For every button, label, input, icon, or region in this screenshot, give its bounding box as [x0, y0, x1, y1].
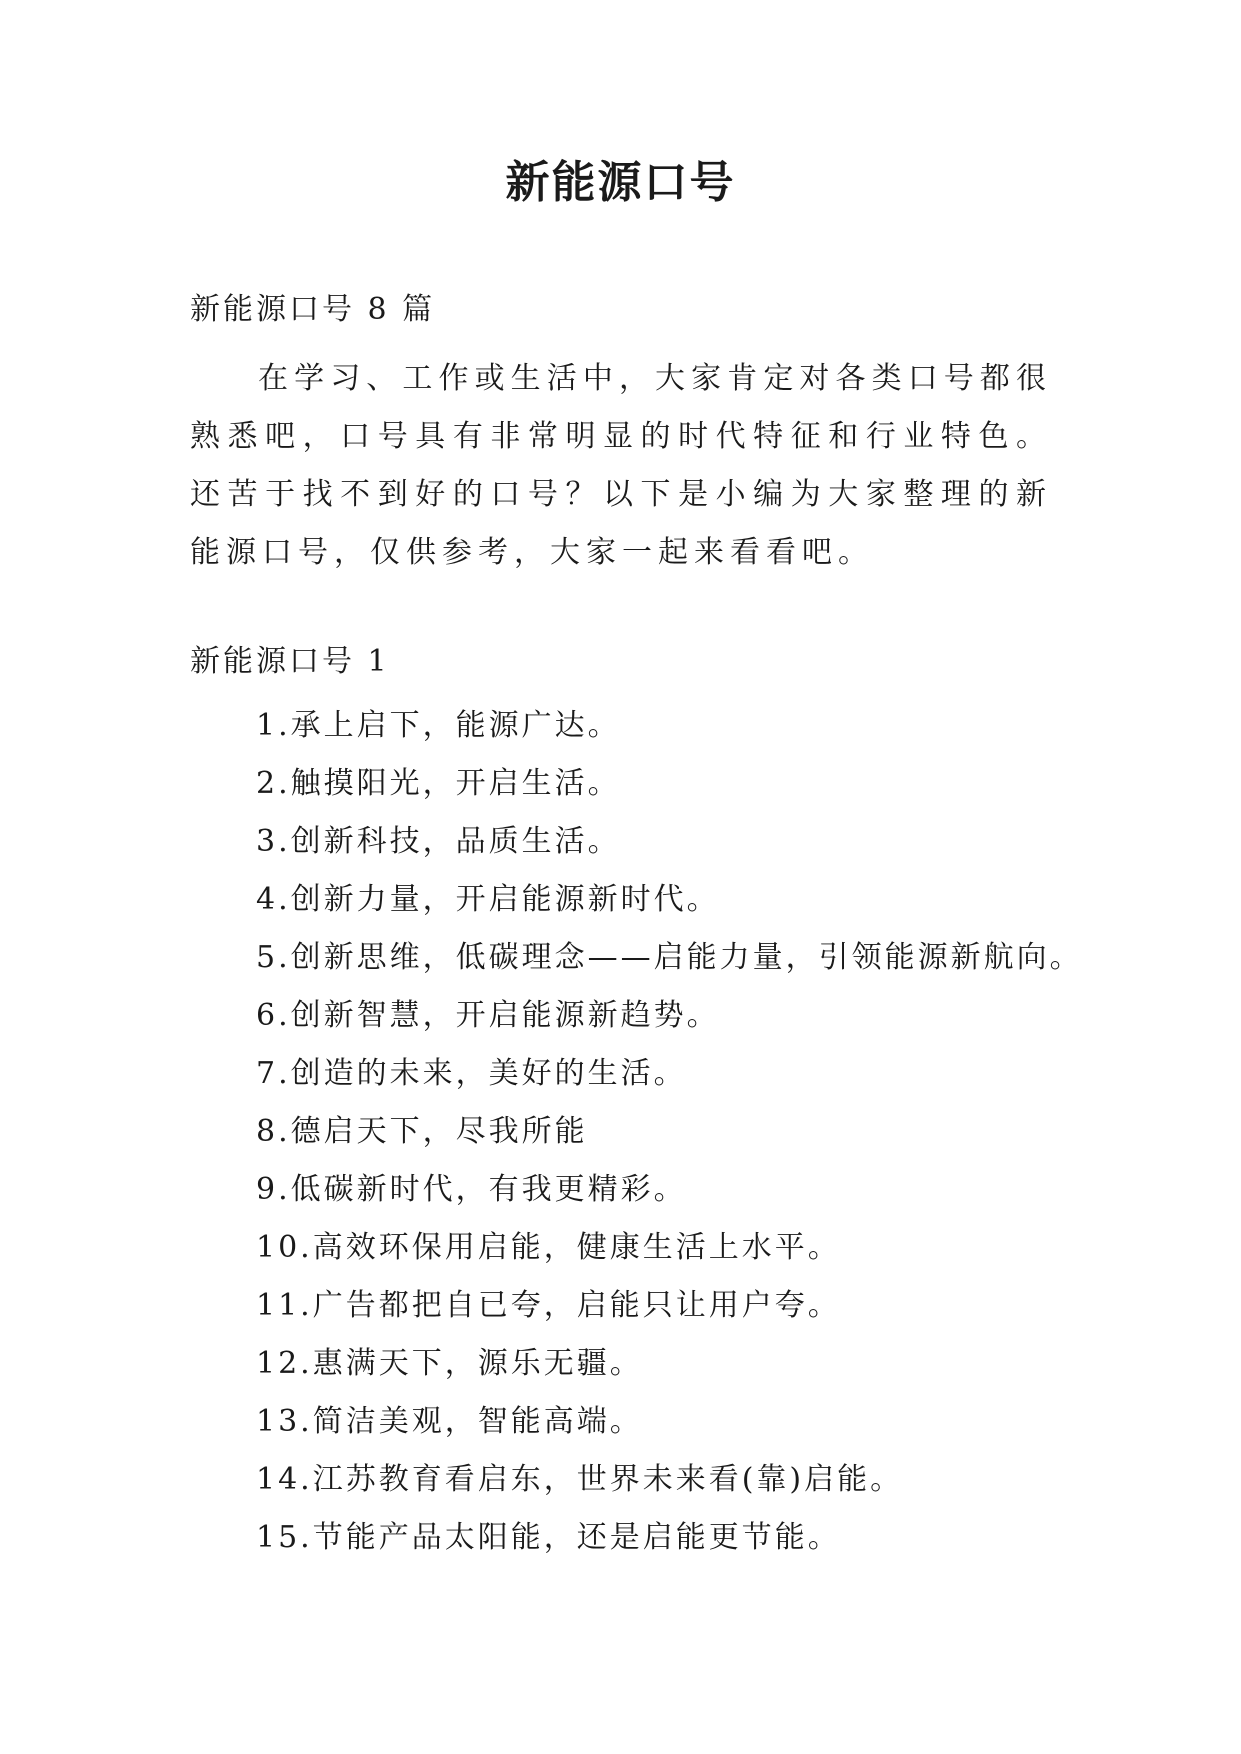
list-item: 1.承上启下，能源广达。 [256, 708, 621, 743]
list-item: 4.创新力量，开启能源新时代。 [256, 882, 720, 917]
list-item: 15.节能产品太阳能，还是启能更节能。 [256, 1520, 841, 1555]
list-item: 5.创新思维，低碳理念——启能力量，引领能源新航向。 [256, 940, 1083, 975]
list-item: 8.德启天下，尽我所能 [256, 1114, 588, 1149]
list-item: 3.创新科技，品质生活。 [256, 824, 621, 859]
list-item: 6.创新智慧，开启能源新趋势。 [256, 998, 720, 1033]
list-item: 2.触摸阳光，开启生活。 [256, 766, 621, 801]
slogan-list [256, 697, 1083, 1567]
list-item: 12.惠满天下，源乐无疆。 [256, 1346, 643, 1381]
list-item: 7.创造的未来，美好的生活。 [256, 1056, 687, 1091]
list-item: 14.江苏教育看启东，世界未来看(靠)启能。 [256, 1462, 904, 1497]
list-item: 10.高效环保用启能，健康生活上水平。 [256, 1230, 841, 1265]
list-item: 13.简洁美观，智能高端。 [256, 1404, 643, 1439]
document-title: 新能源口号 [505, 157, 736, 208]
intro-paragraph: 在学习、工作或生活中，大家肯定对各类口号都很熟悉吧，口号具有非常明显的时代特征和行业特色。还苦于找不到好的口号？以下是小编为大家整理的新能源口号，仅供参考，大家一起来看看吧。 [190, 361, 1052, 570]
list-item: 9.低碳新时代，有我更精彩。 [256, 1172, 687, 1207]
list-item: 11.广告都把自已夸，启能只让用户夸。 [256, 1288, 841, 1323]
section-heading: 新能源口号 1 [190, 644, 390, 679]
document-subtitle: 新能源口号 8 篇 [190, 292, 436, 327]
